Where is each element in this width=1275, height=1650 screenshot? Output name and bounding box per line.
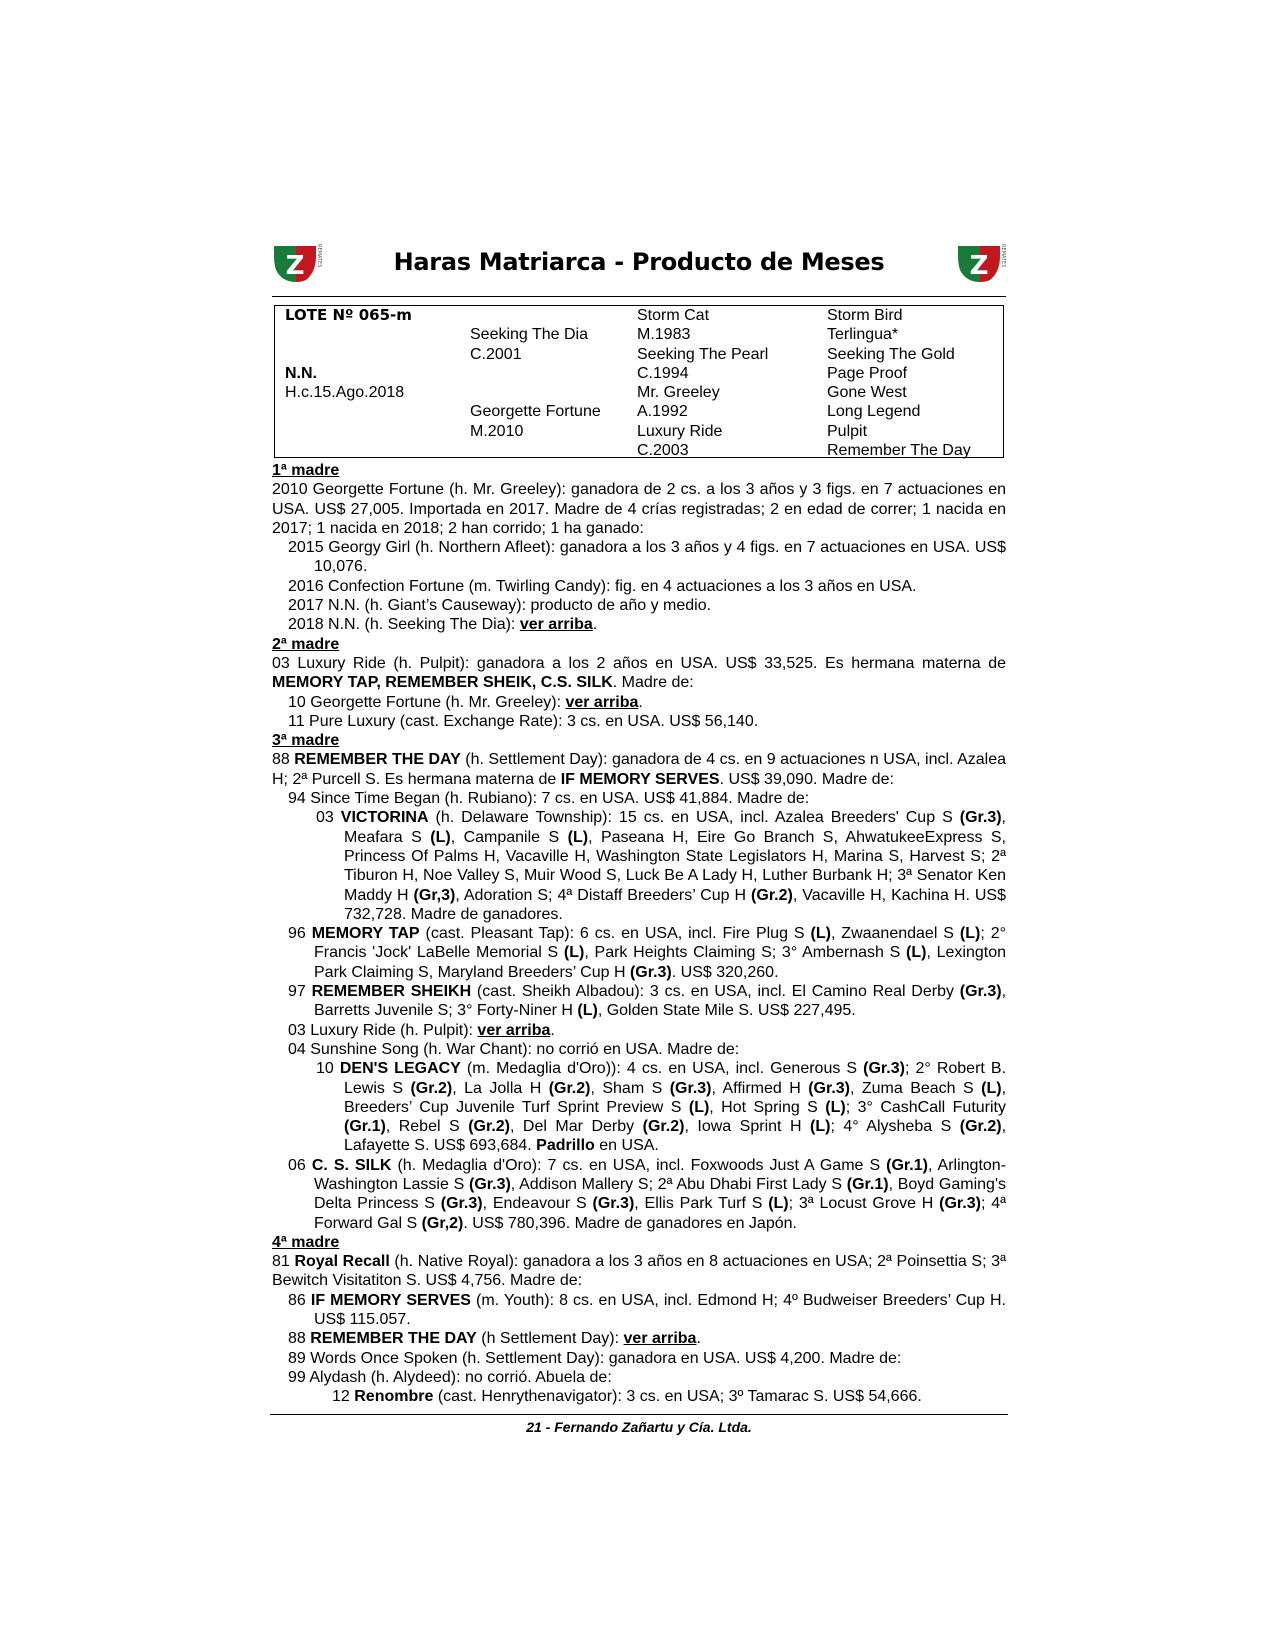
pedigree-cell — [470, 364, 635, 383]
text: 96 — [288, 925, 312, 943]
bold-text: Royal Recall — [294, 1253, 390, 1271]
text: . — [696, 1330, 701, 1348]
text: 86 — [288, 1291, 311, 1309]
text: (m. Youth): 8 cs. en USA, incl. Edmond H; 4º Budweiser Breeders’ Cup H. US$ 115.057. — [314, 1291, 1007, 1329]
produce-entry — [272, 1387, 1006, 1406]
bold-text: (Gr.3) — [808, 1079, 850, 1097]
bold-text: MEMORY TAP, REMEMBER SHEIK, C.S. SILK — [272, 674, 613, 692]
dam: Georgette Fortune — [470, 403, 601, 421]
produce-entry: 11 Pure Luxury (cast. Exchange Rate): 3 cs. en USA. US$ 56,140. — [288, 712, 759, 730]
produce-entry — [272, 1329, 1006, 1348]
bold-text: (Gr.3) — [469, 1175, 511, 1193]
text: , Adoration S; 4ª Distaff Breeders’ Cup H — [455, 886, 752, 904]
text: , Meafara S — [344, 809, 1006, 846]
pedigree-cell: Long Legend — [827, 403, 921, 421]
produce-entry — [272, 808, 1006, 924]
pedigree-cell: Seeking The Pearl — [637, 345, 769, 363]
pedigree-cell — [285, 345, 455, 364]
svg-text:Z: Z — [285, 251, 305, 281]
text: (h Settlement Day): — [476, 1330, 624, 1348]
text: . Madre de: — [612, 674, 694, 692]
produce-entry: 2016 Confection Fortune (m. Twirling Candy): fig. en 4 actuaciones a los 3 años en USA. — [288, 577, 917, 595]
produce-entry — [272, 1156, 1006, 1233]
text: (cast. Pleasant Tap): 6 cs. en USA, incl. Fire Plug S — [419, 925, 811, 943]
text: 03 — [316, 809, 341, 827]
pedigree-cell: Remember The Day — [827, 442, 971, 460]
bold-text: (L) — [810, 925, 831, 943]
bold-text: (L) — [906, 944, 927, 962]
text: ; 2° Robert B. Lewis S — [344, 1060, 1007, 1097]
bold-text: (Gr.2) — [959, 1118, 1002, 1136]
bold-text: REMEMBER SHEIKH — [311, 983, 472, 1001]
text: ; 3° CashCall Futurity — [845, 1098, 1006, 1116]
text: (h. Medaglia d'Oro): 7 cs. en USA, incl. Foxwoods Just A Game S — [391, 1156, 887, 1174]
text: , Breeders’ Cup Juvenile Turf Sprint Preview S — [344, 1079, 1007, 1116]
dam-year: M.2010 — [470, 422, 524, 440]
text: . US$ 39,090. Madre de: — [719, 770, 894, 788]
bold-text: (L) — [688, 1098, 710, 1116]
bold-text: (L) — [959, 925, 981, 943]
text: ; 4° Alysheba S — [830, 1118, 960, 1136]
text: , Barretts Juvenile S; 3° Forty-Niner H — [314, 983, 1007, 1020]
pedigree-col-grandparents — [637, 306, 827, 460]
text: . — [550, 1021, 555, 1039]
bold-text: C. S. SILK — [311, 1156, 392, 1174]
text: , Iowa Sprint H — [684, 1118, 811, 1136]
see-above-link[interactable]: ver arriba — [623, 1330, 697, 1348]
text: (h. Delaware Township): 15 cs. en USA, incl. Azalea Breeders' Cup S — [428, 809, 960, 827]
pedigree-cell: Gone West — [827, 384, 907, 402]
bold-text: Padrillo — [536, 1137, 595, 1155]
text: , Park Heights Claiming S; 3° Ambernash S — [584, 944, 907, 962]
section-heading-madre-1: 1ª madre — [272, 462, 340, 479]
svg-text:REMATES: REMATES — [316, 244, 322, 268]
pedigree-col-parents — [470, 306, 635, 441]
bold-text: (L) — [810, 1118, 831, 1136]
bold-text: (L) — [825, 1098, 846, 1116]
text: , Sham S — [590, 1079, 670, 1097]
bold-text: (Gr.3) — [440, 1195, 483, 1213]
bold-text: (Gr,3) — [413, 886, 456, 904]
pedigree-cell: Storm Bird — [827, 307, 903, 324]
text: 10 Georgette Fortune (h. Mr. Greeley): — [288, 693, 566, 711]
produce-entry — [272, 982, 1006, 1021]
text: 10 — [316, 1060, 340, 1078]
bold-text: (L) — [567, 828, 589, 846]
text: 03 Luxury Ride (h. Pulpit): ganadora a los 2 años en USA. US$ 33,525. Es hermana materna de — [272, 654, 1006, 672]
pedigree-cell: Terlingua* — [827, 326, 899, 344]
bold-text: (L) — [563, 944, 585, 962]
pedigree-cell: Storm Cat — [637, 307, 710, 324]
madre-1-intro: 2010 Georgette Fortune (h. Mr. Greeley): ganadora de 2 cs. a los 3 años y 3 figs. en 7 actuaciones en USA. US$ 27,005. Importada en 2017. Madre de 4 crías registradas; 2 en edad de correr; 1 nacida en 2017; 1 nacida en 2018; 2 han corrido; 1 ha ganado: — [272, 481, 1006, 537]
bold-text: (Gr.2) — [410, 1079, 453, 1097]
page-footer: 21 - Fernando Zañartu y Cía. Ltda. — [270, 1414, 1008, 1435]
text: 06 — [288, 1156, 312, 1174]
bold-text: IF MEMORY SERVES — [310, 1291, 471, 1309]
bold-text: (Gr.2) — [548, 1079, 591, 1097]
bold-text: MEMORY TAP — [311, 925, 420, 943]
madre-3-intro — [272, 750, 1006, 789]
bold-text: (Gr,2) — [421, 1214, 464, 1232]
bold-text: DEN'S LEGACY — [339, 1060, 461, 1078]
bold-text: VICTORINA — [340, 809, 429, 827]
madre-2-intro — [272, 654, 1006, 693]
pedigree-cell — [470, 383, 635, 402]
pedigree-cell: M.1983 — [637, 326, 691, 344]
text: 03 Luxury Ride (h. Pulpit): — [288, 1021, 478, 1039]
bold-text: (Gr.3) — [863, 1060, 905, 1078]
text: (h. Settlement Day): ganadora de 4 cs. en 9 actuaciones n USA, incl. Azalea H; 2ª Purcell S. Es hermana materna de — [272, 751, 1006, 788]
bold-text: (Gr.3) — [629, 963, 672, 981]
bold-text: (Gr.2) — [642, 1118, 685, 1136]
see-above-link[interactable]: ver arriba — [477, 1021, 551, 1039]
text: , Zwaanendael S — [830, 925, 960, 943]
text: , Ellis Park Turf S — [634, 1195, 769, 1213]
pedigree-cell: Pulpit — [827, 422, 868, 440]
bold-text: (L) — [768, 1195, 789, 1213]
bold-text: Renombre — [354, 1388, 434, 1406]
section-heading-madre-4: 4ª madre — [272, 1233, 340, 1251]
text: (m. Medaglia d'Oro)): 4 cs. en USA, incl. Generous S — [460, 1060, 864, 1078]
svg-text:Z: Z — [969, 251, 989, 281]
bold-text: REMEMBER THE DAY — [310, 1330, 477, 1348]
section-heading-madre-2: 2ª madre — [272, 635, 340, 653]
produce-entry — [272, 1291, 1006, 1330]
text: , Paseana H, Eire Go Branch S, AhwatukeeExpress S, Princess Of Palms H, Vacaville H, Washington State Legislators H, Marina S, Harvest S; 2ª Tiburon H, Noe Valley S, Muir Wood S, Luck Be A Lady H, Luther Burbank H; 3ª Senator Ken Maddy H — [344, 828, 1007, 904]
pedigree-col-lot — [285, 306, 455, 402]
text: , La Jolla H — [452, 1079, 549, 1097]
text: (h. Native Royal): ganadora a los 3 años en 8 actuaciones en USA; 2ª Poinsettia S; 3ª Bewitch Visitatiton S. US$ 4,756. Madre de: — [272, 1253, 1006, 1290]
text: , Hot Spring S — [709, 1098, 826, 1116]
horse-birth: H.c.15.Ago.2018 — [285, 384, 405, 402]
text: , Lexington Park Claiming S, Maryland Breeders’ Cup H — [314, 944, 1007, 981]
pedigree-cell: Mr. Greeley — [637, 384, 720, 402]
pedigree-table — [274, 305, 1004, 458]
page-title: Haras Matriarca - Producto de Meses — [393, 248, 885, 276]
text: , Del Mar Derby — [510, 1118, 643, 1136]
text: , Rebel S — [385, 1118, 469, 1136]
catalog-page — [272, 238, 1006, 1407]
produce-entry: 04 Sunshine Song (h. War Chant): no corrió en USA. Madre de: — [288, 1040, 740, 1058]
pedigree-cell: A.1992 — [637, 403, 688, 421]
text: , Endeavour S — [482, 1195, 593, 1213]
bold-text: (Gr.3) — [959, 983, 1002, 1001]
see-above-link[interactable]: ver arriba — [519, 616, 593, 634]
bold-text: (Gr.3) — [939, 1195, 981, 1213]
text: . — [638, 693, 643, 711]
text: 2018 N.N. (h. Seeking The Dia): — [288, 616, 520, 634]
produce-entry — [272, 1021, 1006, 1040]
text: ; 4ª Forward Gal S — [314, 1195, 1007, 1232]
text: , Vacaville H, Kachina H. US$ 732,728. Madre de ganadores. — [344, 886, 1006, 923]
text: , Campanile S — [450, 828, 568, 846]
produce-entry: 99 Alydash (h. Alydeed): no corrió. Abuela de: — [288, 1368, 612, 1386]
text: ; 2° Francis 'Jock' LaBelle Memorial S — [314, 925, 1006, 962]
pedigree-cell — [285, 325, 455, 344]
produce-entry: 2017 N.N. (h. Giant’s Causeway): producto de año y medio. — [288, 597, 712, 615]
bold-text: IF MEMORY SERVES — [560, 770, 720, 788]
sire: Seeking The Dia — [470, 326, 588, 344]
produce-entry — [272, 693, 1006, 712]
produce-entry — [272, 1059, 1006, 1155]
text: , Arlington-Washington Lassie S — [314, 1156, 1007, 1193]
text: , Addison Mallery S; 2ª Abu Dhabi First Lady S — [510, 1175, 847, 1193]
text: . — [592, 616, 598, 634]
bold-text: (Gr.1) — [344, 1118, 386, 1136]
see-above-link[interactable]: ver arriba — [565, 693, 639, 711]
pedigree-cell: C.2003 — [637, 442, 689, 460]
text: 88 — [288, 1330, 311, 1348]
produce-entry — [272, 615, 1006, 634]
madre-4-intro — [272, 1252, 1006, 1291]
zz-remates-logo-right — [956, 238, 1006, 288]
bold-text: (Gr.2) — [468, 1118, 510, 1136]
text: 97 — [288, 983, 312, 1001]
bold-text: REMEMBER THE DAY — [294, 751, 461, 769]
text: . US$ 780,396. Madre de ganadores en Japón. — [463, 1214, 797, 1232]
bold-text: (L) — [981, 1079, 1002, 1097]
horse-name: N.N. — [285, 364, 317, 382]
bold-text: (Gr.2) — [751, 886, 793, 904]
page-header — [272, 238, 1006, 297]
pedigree-cell — [470, 306, 635, 325]
produce-entry: 2015 Georgy Girl (h. Northern Afleet): ganadora a los 3 años y 4 figs. en 7 actuaciones en USA. US$ 10,076. — [288, 539, 1006, 576]
lot-number: LOTE Nº 065-m — [285, 306, 412, 324]
bold-text: (Gr.3) — [959, 809, 1002, 827]
family-history — [272, 461, 1006, 1407]
sire-year: C.2001 — [470, 345, 522, 363]
pedigree-cell: Page Proof — [827, 364, 908, 382]
text: , Zuma Beach S — [850, 1079, 982, 1097]
bold-text: (L) — [577, 1002, 598, 1020]
bold-text: (L) — [430, 828, 451, 846]
bold-text: (Gr.3) — [592, 1195, 635, 1213]
pedigree-cell: Seeking The Gold — [827, 345, 955, 363]
text: (cast. Sheikh Albadou): 3 cs. en USA, incl. El Camino Real Derby — [471, 983, 960, 1001]
text: . US$ 320,260. — [671, 963, 779, 981]
pedigree-col-great-grandparents — [827, 306, 1002, 460]
text: , Lafayette S. US$ 693,684. — [344, 1118, 1007, 1155]
bold-text: (Gr.3) — [669, 1079, 712, 1097]
section-heading-madre-3: 3ª madre — [272, 732, 340, 750]
text: , Boyd Gaming's Delta Princess S — [314, 1175, 1006, 1213]
bold-text: (Gr.1) — [886, 1156, 928, 1174]
pedigree-cell: C.1994 — [637, 364, 689, 382]
text: ; 3ª Locust Grove H — [788, 1195, 940, 1213]
produce-entry: 89 Words Once Spoken (h. Settlement Day): ganadora en USA. US$ 4,200. Madre de: — [288, 1349, 902, 1367]
text: 81 — [272, 1253, 295, 1271]
produce-entry — [272, 924, 1006, 982]
bold-text: (Gr.1) — [846, 1175, 889, 1193]
text: 12 — [332, 1388, 355, 1406]
text: en USA. — [594, 1137, 659, 1155]
text: , Golden State Mile S. US$ 227,495. — [597, 1002, 856, 1020]
text: 88 — [272, 751, 295, 769]
svg-text:REMATES: REMATES — [1000, 244, 1006, 268]
pedigree-cell: Luxury Ride — [637, 422, 723, 440]
text: , Affirmed H — [711, 1079, 809, 1097]
produce-entry: 94 Since Time Began (h. Rubiano): 7 cs. en USA. US$ 41,884. Madre de: — [288, 790, 810, 808]
text: (cast. Henrythenavigator): 3 cs. en USA; 3º Tamarac S. US$ 54,666. — [433, 1388, 922, 1406]
